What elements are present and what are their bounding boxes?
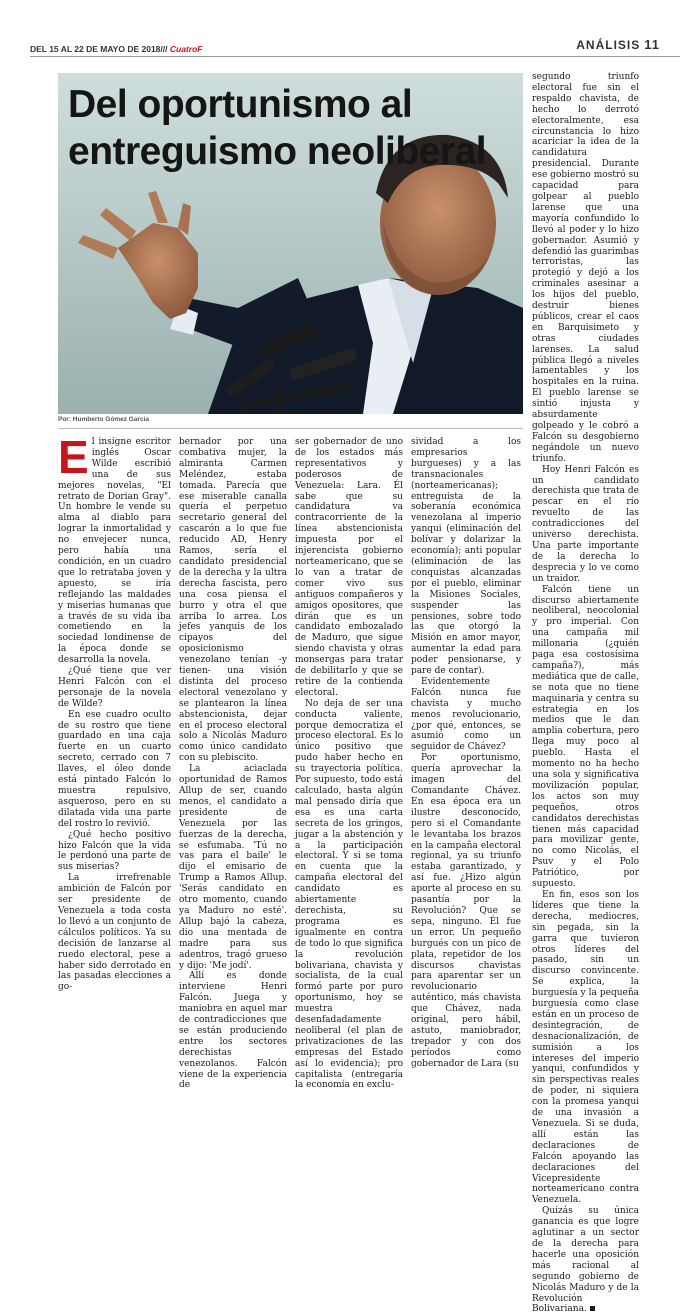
paragraph: ¿Qué hecho positivo hizo Falcón que la vida le perdonó una parte de sus miserias?	[58, 829, 171, 873]
paragraph-text: l insigne escritor inglés Oscar Wilde escribió una de sus mejores novelas, "El retrato de Dorian Gray". Un hombre le vende su alma al diablo para lograr la inmortalidad y no envejecer nunca, pero había una condición, en un cuadro que lo retrataba joven y apuesto, se iría reflejando las maldades y miserias humanas que a través de su vida iba cometiendo en la sociedad londinense de la época donde se desarrolla la novela.	[58, 437, 171, 666]
paragraph: bernador por una combativa mujer, la almiranta Carmen Meléndez, estaba tomada. Parecía que ese miserable canalla quería el perpetuo secretario general del cascarón a lo que fue reducido AD, Henry Ramos, sería el candidato presidencial de la derecha y la ultra derecha fascista, pero una cosa piensa el burro y otra el que arriba lo arrea. Los jefes yanquis de los cipayos del oposicionismo venezolano tenían -y tienen- una visión distinta del proceso electoral venezolano y se plantearon la línea abstencionista, dejar en el proceso electoral solo a Nicolás Maduro como único candidato con su plebiscito.	[179, 437, 287, 764]
paragraph: ¿Qué tiene que ver Henri Falcón con el personaje de la novela de Wilde?	[58, 666, 171, 709]
end-of-article-mark	[590, 1306, 595, 1311]
paragraph: segundo triunfo electoral fue sin el respaldo chavista, de hecho lo derrotó electoralmente, esa circunstancia lo hizo acariciar la idea de la candidatura presidencial. Durante ese gobierno mostró su capacidad para golpear al pueblo larense que una mayoría confundido lo llevó al poder y lo hizo gobernador. Asumió y defendió las guarimbas terroristas, las protegió y dejó a los criminales asesinar a los hijos del pueblo, destruir bienes públicos, crear el caos en Barquisimeto y otras ciudades larenses. La salud pública llegó a niveles lamentables y los hospitales en la ruina. El pueblo larense se sintió injusta y absurdamente golpeado y le cobró a Falcón su desgobierno negándole un nuevo triunfo.	[532, 72, 639, 464]
paragraph: La aciaclada oportunidad de Ramos Allup de ser, cuando menos, el candidato a presidente de Venezuela por las fuerzas de la derecha, se esfumaba. 'Tú no vas para el baile' le dijo el emisario de Trump a Ramos Allup. 'Serás candidato en otro momento, cuando ya Maduro no esté'. Allup bajó la cabeza, dio una mentada de madre para sus adentros, tragó grueso y dijo: 'Me jodí'.	[179, 764, 287, 971]
brand-main: Cuatro	[169, 44, 198, 54]
section-label	[576, 37, 660, 52]
paragraph: En fin, esos son los líderes que tiene la derecha, mediocres, sin pegada, sin la garra que tuvieron otros líderes del pasado, sin un discurso convincente. Se explica, la burguesía y la pequeña burguesía como clase están en un proceso de desintegración, de desnacionalización, de sumisión a los intereses del imperio yanqui, confundidos y sin perspectivas reales de poder, ni siquiera con la promesa yanqui de una invasión a Venezuela. Si se duda, allí están las declaraciones de Falcón apoyando las declaraciones del Vicepresidente norteamericano contra Venezuela.	[532, 889, 639, 1206]
paragraph: Hoy Henri Falcón es un candidato derechista que trata de pescar en el río revuelto de las contradicciones del universo derechista. Una parte importante de la derecha lo desprecia y lo ve como un traidor.	[532, 464, 639, 584]
header-rule	[30, 56, 680, 57]
article-column-5	[532, 72, 639, 1315]
article-column-3	[295, 437, 403, 1091]
page-number: 11	[644, 37, 660, 52]
paragraph: No deja de ser una conducta valiente, porque democratiza el proceso electoral. Es lo único positivo que pudo haber hecho en su trayectoria política. Por supuesto, todo está calculado, hasta algún mal pensado diría que esa es una carta secreta de los gringos, jugar a la abstención y a la participación electoral. Y si se toma en cuenta que la campaña electoral del candidato es abiertamente derechista, su programa es igualmente en contra de todo lo que significa la revolución bolivariana, chavista y socialista, de la cual formó parte por puro oportunismo, hoy se muestra desenfadadamente neoliberal (el plan de privatizaciones de las empresas del Estado así lo evidencia); pro capitalista (entregaría la economía en exclu-	[295, 698, 403, 1091]
drop-cap: E	[58, 431, 89, 483]
paragraph: Allí es donde interviene Henri Falcón. Juega y maniobra en aquel mar de contradicciones que se están produciendo entre los sectores derechistas venezolanos. Falcón viene de la experiencia de	[179, 971, 287, 1091]
byline: Por: Humberto Gómez García	[58, 416, 150, 423]
paragraph: sividad a los empresarios burgueses) y a las transnacionales (norteamericanas); entreguista de la soberanía económica venezolana al imperio yanqui (eliminación del bolívar y dolarizar la economía); anti popular (eliminación de las conquistas alcanzadas por el pueblo, eliminar la Misiones Sociales, suspender las pensiones, sobre todo las que otorgó la Misión en amor mayor, aumentar la edad para poder pensionarse, y pare de contar).	[411, 437, 521, 677]
paragraph: En ese cuadro oculto de su rostro que tiene guardado en una caja fuerte en un cuarto secreto, cerrado con 7 llaves, el óleo donde está pintado Falcón lo muestra repulsivo, asqueroso, pero en su dilatada vida una parte del rostro lo revivió.	[58, 709, 171, 829]
section-name: ANÁLISIS	[576, 38, 641, 52]
date-text: DEL 15 AL 22 DE MAYO DE 2018	[30, 44, 161, 54]
brand-logo	[170, 44, 202, 54]
article-headline: Del oportunismo al entreguismo neoliberal	[68, 83, 487, 173]
issue-date	[30, 44, 202, 54]
article-column-4	[411, 437, 521, 1070]
paragraph: ser gobernador de uno de los estados más representativos y poderosos de Venezuela: Lara. Él sabe que su candidatura va contracorriente de la línea abstencionista impuesta por el injerencista gobierno norteamericano, que se lo van a tratar de comer vivo sus antiguos compañeros y amigos opositores, que dirán que es un candidato embozalado de Maduro, que sigue siendo chavista y otras monsergas para tratar de debilitarlo y que se retire de la contienda electoral.	[295, 437, 403, 698]
paragraph: Falcón tiene un discurso abiertamente neoliberal, neocolonial y pro imperial. Con una campaña mil millonaria (¿quién paga esa costosísima campaña?), más mediática que de calle, se nota que no tiene maquinaria y centra su estrategia en los medios que le dan amplia cobertura, pero llega muy poco al pueblo. Hasta el momento no ha hecho una sola y significativa movilización popular, los actos son muy pequeños, otros candidatos derechistas tienen más capacidad para movilizar gente, no como Nicolás, el Psuv y el Polo Patriótico, por supuesto.	[532, 584, 639, 890]
page-header	[30, 37, 680, 59]
paragraph: Evidentemente Falcón nunca fue chavista y mucho menos revolucionario, ¿por qué, entonces, se asumió como un seguidor de Chávez?	[411, 676, 521, 753]
article-column-2	[179, 437, 287, 1091]
article-photo	[58, 73, 523, 414]
paragraph-text: Quizás su única ganancia es que logre aglutinar a un sector de la derecha para hacerle una oposición más racional al segundo gobierno de Nicolás Maduro y de la Revolución Bolivariana.	[532, 1206, 639, 1315]
date-separator: ///	[160, 44, 168, 54]
paragraph: Por oportunismo, quería aprovechar la imagen del Comandante Chávez. En esa época era un ilustre desconocido, pero si el Comandante le levantaba los brazos en la campaña electoral regional, ya su triunfo estaba garantizado, y así fue. ¿Hizo algún aporte al proceso en su pasantía por la Revolución? Que se sepa, ninguno. Él fue un error. Un pequeño burgués con un pico de plata, repetidor de los discursos chavistas para aparentar ser un revolucionario auténtico, más chavista que Chávez, nada original, pero hábil, astuto, maniobrador, trepador y con dos períodos como gobernador de Lara (su	[411, 753, 521, 1069]
byline-rule	[58, 428, 523, 429]
brand-accent: F	[197, 44, 202, 54]
article-column-1	[58, 431, 171, 993]
paragraph: La irrefrenable ambición de Falcón por ser presidente de Venezuela a toda costa lo llevó a un conjunto de cálculos políticos. Ya su decisión de lanzarse al ruedo electoral, pese a haber sido derrotado en las pasadas elecciones a go-	[58, 873, 171, 993]
paragraph	[58, 431, 171, 666]
paragraph	[532, 1206, 639, 1315]
